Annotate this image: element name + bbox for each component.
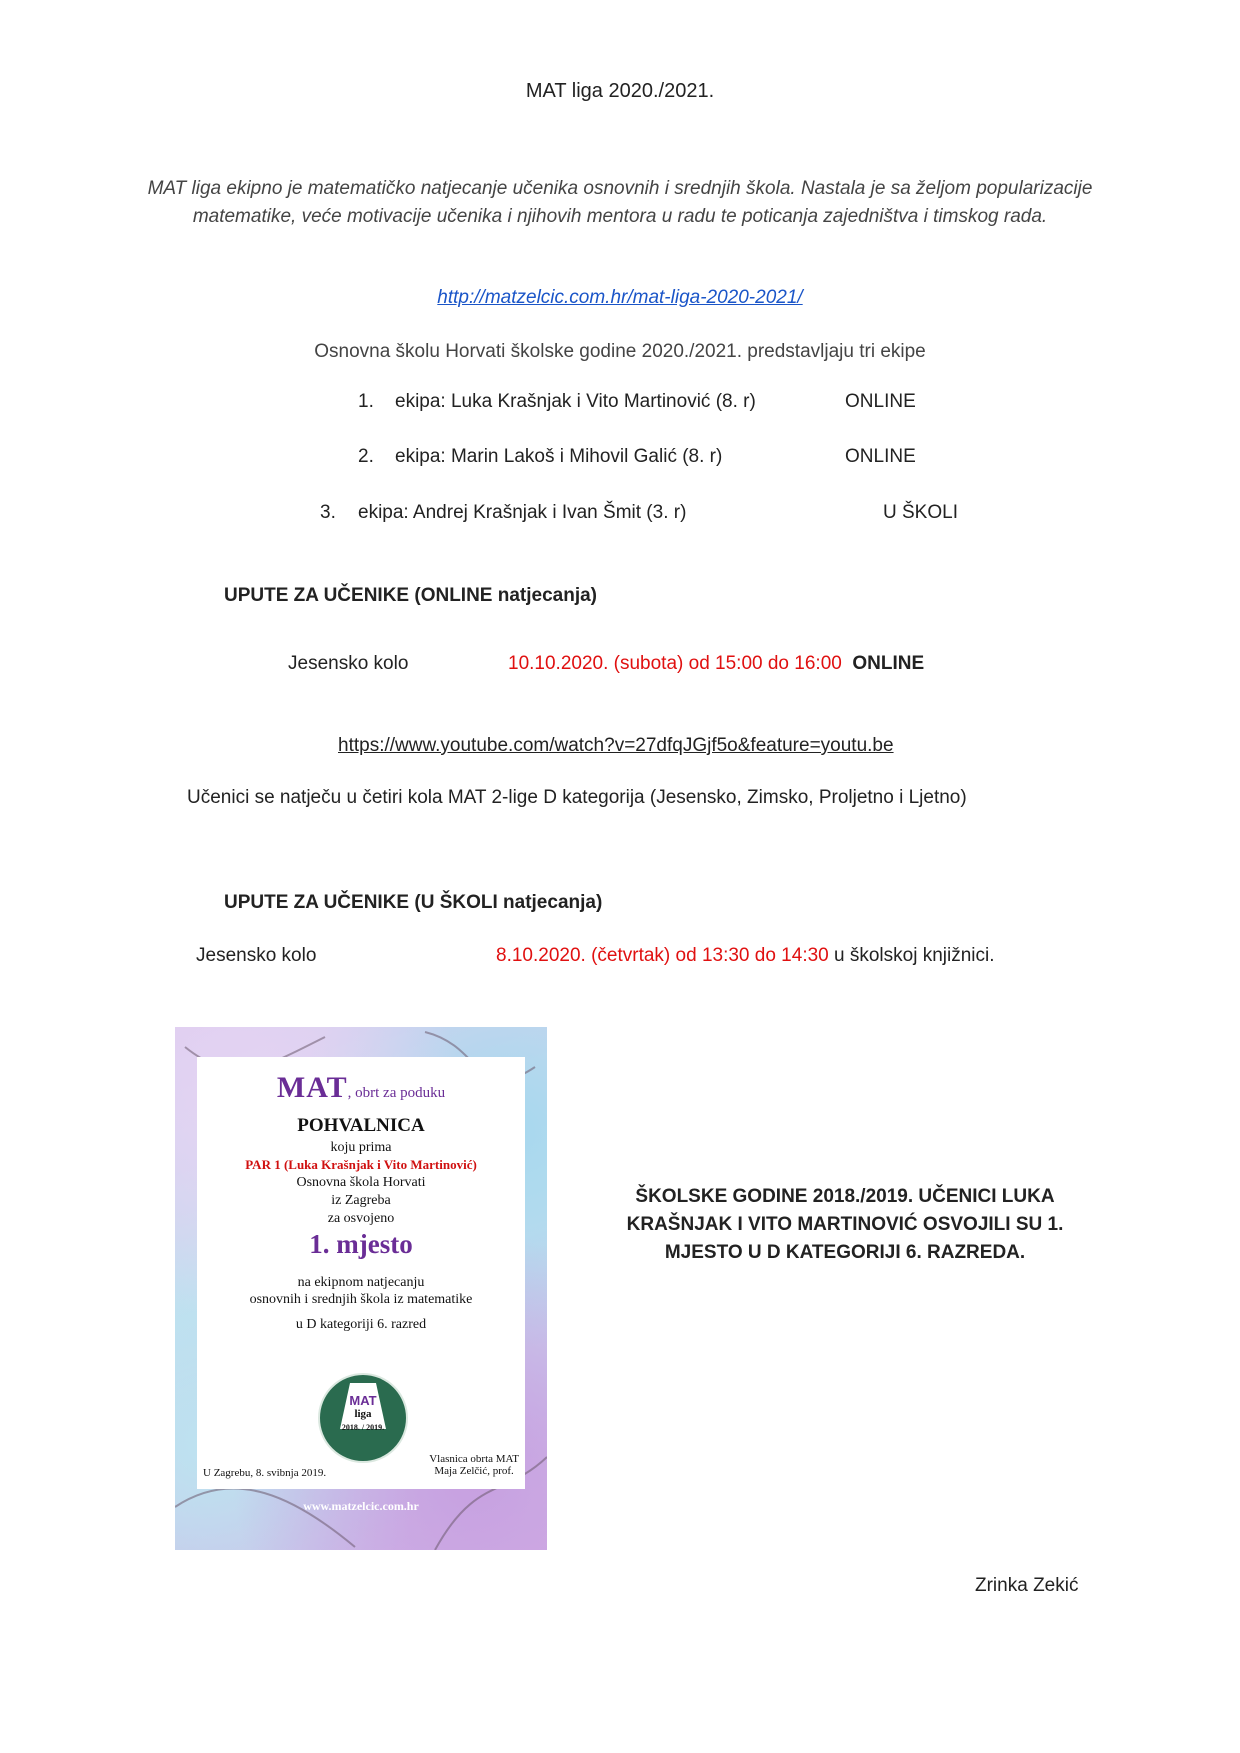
certificate-date: U Zagrebu, 8. svibnja 2019.	[203, 1467, 327, 1479]
certificate-owner-block	[429, 1453, 519, 1477]
team-2-text: ekipa: Marin Lakoš i Mihovil Galić (8. r)	[395, 446, 723, 467]
mat-liga-link[interactable]: http://matzelcic.com.hr/mat-liga-2020-2021/	[437, 287, 803, 308]
online-round-label: Jesensko kolo	[288, 653, 409, 674]
youtube-link[interactable]: https://www.youtube.com/watch?v=27dfqJGjf5o&feature=youtu.be	[338, 735, 894, 756]
online-note: Učenici se natječu u četiri kola MAT 2-lige D kategorija (Jesensko, Zimsko, Proljetno i Ljetno)	[187, 787, 967, 808]
certificate-desc3: u D kategoriji 6. razred	[295, 1317, 427, 1332]
certificate-school: Osnovna škola Horvati	[296, 1175, 426, 1190]
seal-mat: MAT	[349, 1393, 377, 1408]
certificate-line1: koju prima	[330, 1140, 392, 1155]
online-heading: UPUTE ZA UČENIKE (ONLINE natjecanja)	[224, 585, 598, 606]
school-round-label: Jesensko kolo	[196, 945, 317, 966]
online-round-line	[508, 653, 924, 675]
school-round-time: 8.10.2020. (četvrtak) od 13:30 do 14:30	[496, 945, 829, 966]
certificate-heading: POHVALNICA	[297, 1115, 425, 1136]
team-3-mode: U ŠKOLI	[883, 502, 958, 523]
signature: Zrinka Zekić	[975, 1575, 1079, 1596]
certificate-desc2: osnovnih i srednjih škola iz matematike	[249, 1292, 473, 1307]
seal-year: 2018. / 2019.	[341, 1423, 385, 1432]
certificate-image	[175, 1027, 547, 1550]
mat-liga-seal	[318, 1373, 408, 1463]
certificate-city: iz Zagreba	[331, 1193, 391, 1208]
team-1-mode: ONLINE	[845, 391, 916, 412]
team-3-number: 3.	[320, 502, 336, 523]
team-3-text: ekipa: Andrej Krašnjak i Ivan Šmit (3. r)	[358, 502, 687, 523]
certificate-desc1: na ekipnom natjecanju	[297, 1275, 425, 1290]
mat-logo-sub: , obrt za poduku	[347, 1085, 446, 1101]
certificate-url: www.matzelcic.com.hr	[303, 1499, 419, 1513]
school-round-place: u školskoj knjižnici.	[828, 945, 995, 966]
side-note: ŠKOLSKE GODINE 2018./2019. UČENICI LUKA KRAŠNJAK I VITO MARTINOVIĆ OSVOJILI SU 1. MJESTO U D KATEGORIJI 6. RAZREDA.	[626, 1186, 1064, 1263]
school-heading: UPUTE ZA UČENIKE (U ŠKOLI natjecanja)	[224, 892, 603, 913]
mat-logo: MAT	[276, 1071, 348, 1104]
online-round-time: 10.10.2020. (subota) od 15:00 do 16:00	[508, 653, 842, 674]
online-round-mode: ONLINE	[852, 653, 925, 674]
presentation-text: Osnovna školu Horvati školske godine 2020./2021. predstavljaju tri ekipe	[314, 341, 926, 362]
certificate-logo-line	[197, 1071, 525, 1105]
team-2-number: 2.	[358, 446, 374, 467]
school-round-line	[496, 945, 995, 967]
certificate-card	[197, 1057, 525, 1489]
document-title: MAT liga 2020./2021.	[525, 80, 715, 102]
certificate-owner1: Vlasnica obrta MAT	[429, 1453, 519, 1465]
seal-liga: liga	[354, 1408, 372, 1420]
team-1-text: ekipa: Luka Krašnjak i Vito Martinović (8. r)	[395, 391, 756, 412]
team-1-number: 1.	[358, 391, 374, 412]
team-2-mode: ONLINE	[845, 446, 916, 467]
certificate-place: 1. mjesto	[309, 1229, 413, 1259]
intro-paragraph: MAT liga ekipno je matematičko natjecanje učenika osnovnih i srednjih škola. Nastala je sa željom popularizacije matematike, veće motivacije učenika i njihovih mentora u radu te poticanja zajedništva i timskog rada.	[147, 178, 1093, 227]
certificate-owner2: Maja Zelčić, prof.	[434, 1465, 514, 1477]
certificate-for: za osvojeno	[327, 1211, 395, 1226]
certificate-recipient: PAR 1 (Luka Krašnjak i Vito Martinović)	[245, 1157, 477, 1172]
